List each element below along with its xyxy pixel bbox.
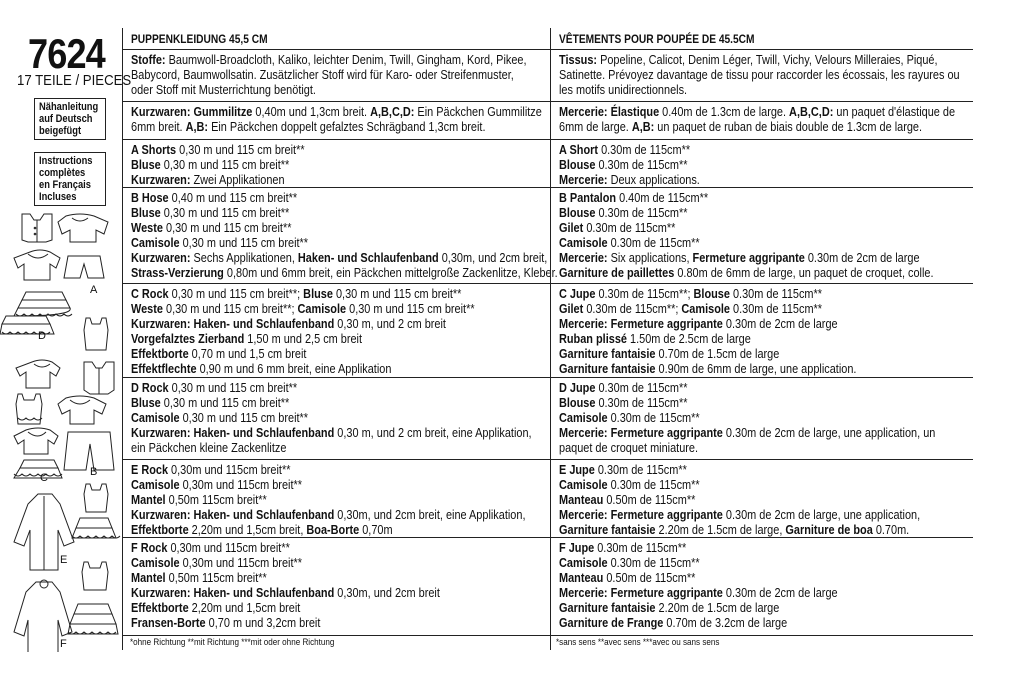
german-fabrics-section xyxy=(123,50,551,102)
german-footnote: *ohne Richtung **mit Richtung ***mit oder ohne Richtung xyxy=(130,637,335,647)
view-label-f: F xyxy=(60,638,67,650)
blouse-sketch-4 xyxy=(58,396,106,424)
german-notions-section xyxy=(123,102,551,140)
blouse-sketch-2 xyxy=(14,250,60,280)
view-label-b: B xyxy=(90,466,98,478)
pants-sketch xyxy=(64,432,114,470)
pattern-number: 7624 xyxy=(28,30,105,77)
french-fabrics-section: Tissus: Popeline, Calicot, Denim Léger, Twill, Vichy, Velours Milleraies, Piqué, Satinette. Prévoyez davantage de tissu pour raccorder les écossais, les rayures ou les motifs unidirectionnels. xyxy=(551,50,973,102)
german-view-d: D Rock 0,30 m und 115 cm breit** Bluse 0,30 m und 115 cm breit** Camisole 0,30 m und 115 cm breit** Kurzwaren: Haken- und Schlaufenband 0,30 m, und 2 cm breit, eine Applikation, ein Päckchen kleine Zackenlitze xyxy=(123,378,551,460)
piece-count: 17 TEILE / PIECES xyxy=(17,72,132,89)
view-label-e: E xyxy=(60,554,68,566)
german-view-f: F Rock 0,30m und 115cm breit** Camisole 0,30m und 115cm breit** Mantel 0,50m 115cm breit** Kurzwaren: Haken- und Schlaufenband 0,30m, und 2cm breit Effektborte 2,20m und 1,5cm breit Fransen-Borte 0,70 m und 3,2cm breit xyxy=(123,538,551,636)
french-view-f: F Jupe 0.30m de 115cm** Camisole 0.30m de 115cm** Manteau 0.50m de 115cm** Mercerie: Fermeture aggripante 0.30m de 2cm de large Garniture fantaisie 2.20m de 1.5cm de large Garniture de Frange 0.70m de 3.2cm de large xyxy=(551,538,973,636)
french-view-a: A Short 0.30m de 115cm** Blouse 0.30m de 115cm** Mercerie: Deux applications. xyxy=(551,140,973,188)
fabric-line: Babycord, Baumwollsatin. Zusätzlicher Stoff wird für Karo- oder Streifenmuster, xyxy=(131,67,514,82)
german-view-b: B Hose 0,40 m und 115 cm breit** Bluse 0,30 m und 115 cm breit** Weste 0,30 m und 115 cm breit** Camisole 0,30 m und 115 cm breit** Kurzwaren: Sechs Applikationen, Haken- und Schlaufenband 0,30m, und 2cm breit, Strass-Verzierung 0,80m und 6mm breit, ein Päckchen mittelgroße Zackenlitze, Kleber. xyxy=(123,188,551,284)
french-title: VÊTEMENTS POUR POUPÉE DE 45.5CM xyxy=(551,28,973,50)
german-instructions-badge: Nähanleitung auf Deutsch beigefügt xyxy=(34,98,106,140)
german-view-e: E Rock 0,30m und 115cm breit** Camisole 0,30m und 115cm breit** Mantel 0,50m 115cm breit** Kurzwaren: Haken- und Schlaufenband 0,30m, und 2cm breit, eine Applikation, Effektborte 2,20m und 1,5cm breit, Boa-Borte 0,70m xyxy=(123,460,551,538)
german-title: PUPPENKLEIDUNG 45,5 CM xyxy=(123,28,551,50)
blouse-sketch xyxy=(58,214,108,242)
german-view-c: C Rock 0,30 m und 115 cm breit**; Bluse 0,30 m und 115 cm breit** Weste 0,30 m und 115 cm breit**; Camisole 0,30 m und 115 cm breit** Kurzwaren: Haken- und Schlaufenband 0,30 m, und 2 cm breit Vorgefalztes Zierband 1,50 m und 2,5 cm breit Effektborte 0,70 m und 1,5 cm breit Effektflechte 0,90 m und 6 mm breit, eine Applikation xyxy=(123,284,551,378)
vest-sketch-2 xyxy=(84,362,114,394)
german-view-a: A Shorts 0,30 m und 115 cm breit** Bluse 0,30 m und 115 cm breit** Kurzwaren: Zwei Applikationen xyxy=(123,140,551,188)
view-label-c: C xyxy=(40,472,48,484)
french-footnote: *sans sens **avec sens ***avec ou sans sens xyxy=(556,637,720,647)
notions-line: Kurzwaren: Gummilitze 0,40m und 1,3cm breit. A,B,C,D: Ein Päckchen Gummilitze xyxy=(131,104,542,119)
pattern-info-panel xyxy=(0,28,132,668)
view-label-d: D xyxy=(38,330,46,342)
camisole-sketch xyxy=(84,318,108,350)
french-notions-section: Mercerie: Élastique 0.40m de 1.3cm de large. A,B,C,D: un paquet d'élastique de 6mm de large. A,B: un paquet de ruban de biais double de 1.3cm de large. xyxy=(551,102,973,140)
notions-line: 6mm breit. A,B: Ein Päckchen doppelt gefalztes Schrägband 1,3cm breit. xyxy=(131,119,486,134)
fabric-line: oder Stoff mit Musterrichtung benötigt. xyxy=(131,82,316,97)
blouse-sketch-5 xyxy=(14,428,58,454)
vest-sketch xyxy=(22,214,52,242)
view-label-a: A xyxy=(90,284,98,296)
french-requirements-column xyxy=(550,28,973,650)
german-requirements-column xyxy=(122,28,558,650)
blouse-sketch-3 xyxy=(16,360,60,388)
french-view-b: B Pantalon 0.40m de 115cm** Blouse 0.30m de 115cm** Gilet 0.30m de 115cm** Camisole 0.30m de 115cm** Mercerie: Six applications, Fermeture aggripante 0.30m de 2cm de large Garniture de paillettes 0.80m de 6mm de large, un paquet de croquet, colle. xyxy=(551,188,973,284)
french-view-c: C Jupe 0.30m de 115cm**; Blouse 0.30m de 115cm** Gilet 0.30m de 115cm**; Camisole 0.30m de 115cm** Mercerie: Fermeture aggripante 0.30m de 2cm de large Ruban plissé 1.50m de 2.5cm de large Garniture fantaisie 0.70m de 1.5cm de large Garniture fantaisie 0.90m de 6mm de large, une application. xyxy=(551,284,973,378)
shorts-sketch xyxy=(64,256,104,278)
camisole-sketch-4 xyxy=(82,562,108,590)
garment-sketches xyxy=(0,212,122,652)
tiered-skirt-sketch-3 xyxy=(14,460,62,478)
fabric-line: Stoffe: Baumwoll-Broadcloth, Kaliko, leichter Denim, Twill, Gingham, Kord, Pikee, xyxy=(131,52,527,67)
camisole-sketch-2 xyxy=(16,394,42,424)
tiered-skirt-sketch-5 xyxy=(68,604,118,634)
french-view-d: D Jupe 0.30m de 115cm** Blouse 0.30m de 115cm** Camisole 0.30m de 115cm** Mercerie: Fermeture aggripante 0.30m de 2cm de large, une application, un paquet de croquet miniature. xyxy=(551,378,973,460)
camisole-sketch-3 xyxy=(84,484,108,512)
french-instructions-badge: Instructions complètes en Français Incluses xyxy=(34,152,106,206)
french-view-e: E Jupe 0.30m de 115cm** Camisole 0.30m de 115cm** Manteau 0.50m de 115cm** Mercerie: Fermeture aggripante 0.30m de 2cm de large, une application, Garniture fantaisie 2.20m de 1.5cm de large, Garniture de boa 0.70m. xyxy=(551,460,973,538)
tiered-skirt-sketch-4 xyxy=(72,518,120,538)
tiered-skirt-sketch xyxy=(14,292,72,316)
